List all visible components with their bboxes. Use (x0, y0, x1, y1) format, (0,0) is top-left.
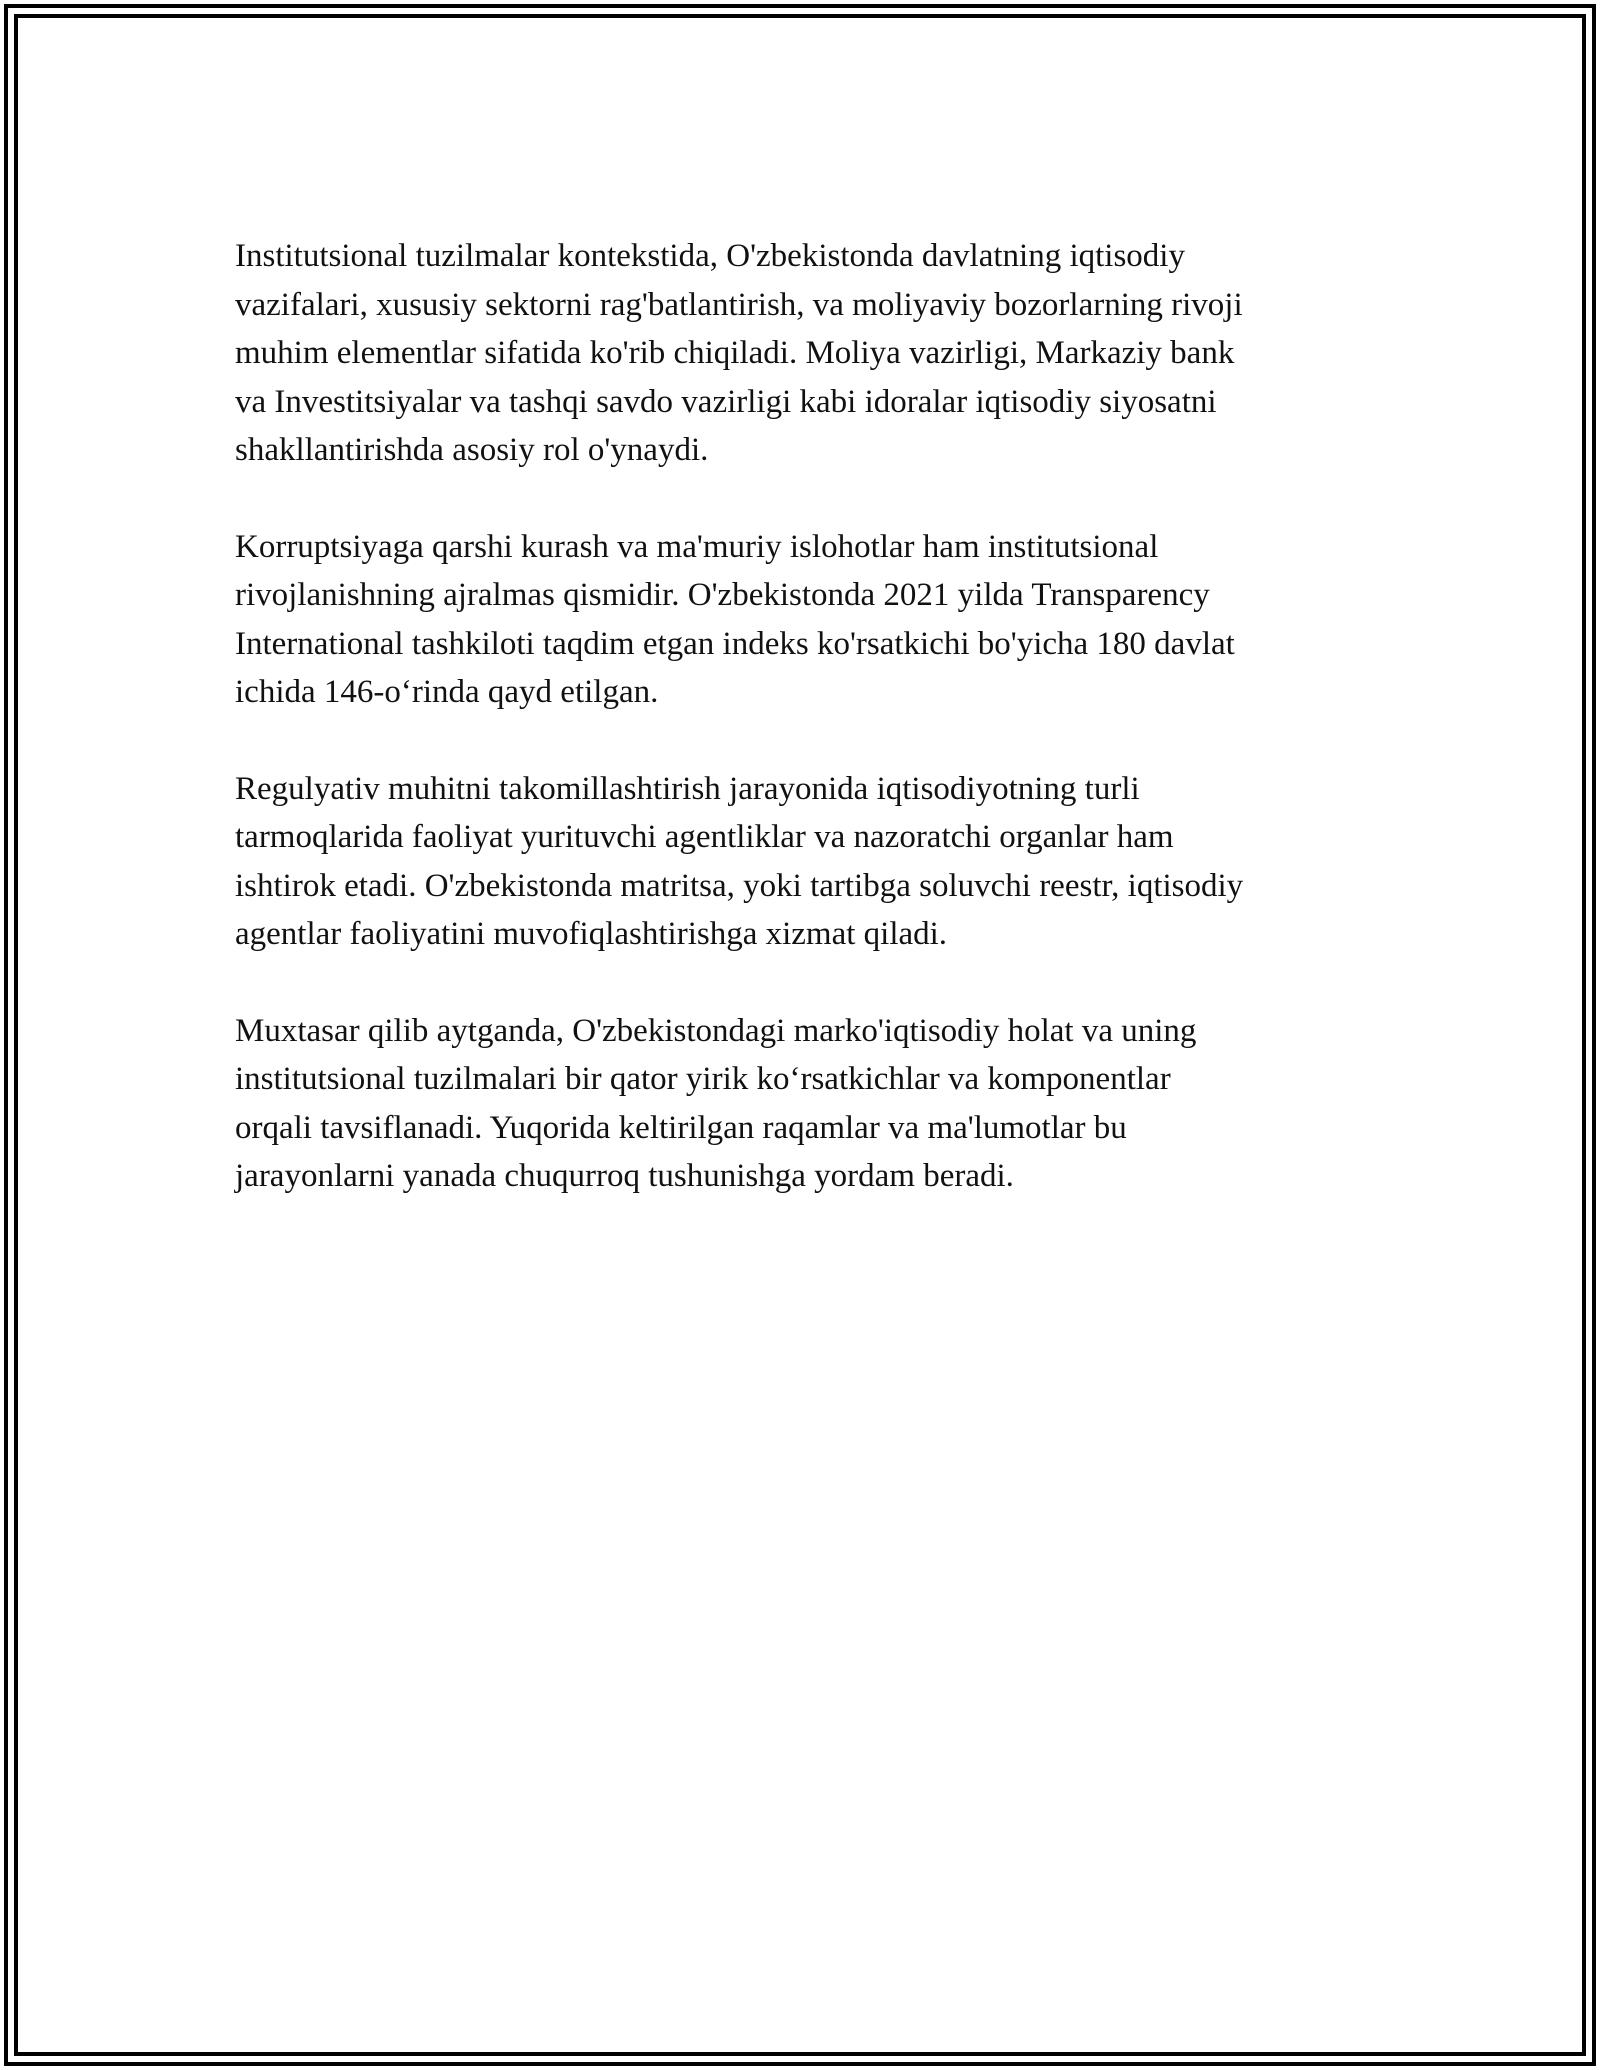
paragraph-anti-corruption: Korruptsiyaga qarshi kurash va ma'muriy islohotlar ham institutsional rivojlanishning ajralmas qismidir. O'zbekistonda 2021 yilda Transparency International tashkiloti taqdim etgan indeks ko'rsatkichi bo'yicha 180 davlat ichida 146-o‘rinda qayd etilgan. (235, 528, 1235, 710)
paragraph-institutional-structures: Institutsional tuzilmalar kontekstida, O'zbekistonda davlatning iqtisodiy vazifalari, xususiy sektorni rag'batlantirish, va moliyaviy bozorlarning rivoji muhim elementlar sifatida ko'rib chiqiladi. Moliya vazirligi, Markaziy bank va Investitsiyalar va tashqi savdo vazirligi kabi idoralar iqtisodiy siyosatni shakllantirishda asosiy rol o'ynaydi. (235, 238, 1243, 468)
paragraph-regulatory-environment: Regulyativ muhitni takomillashtirish jarayonida iqtisodiyotning turli tarmoqlarida faoliyat yurituvchi agentliklar va nazoratchi organlar ham ishtirok etadi. O'zbekistonda matritsa, yoki tartibga soluvchi reestr, iqtisodiy agentlar faoliyatini muvofiqlashtirishga xizmat qiladi. (235, 770, 1244, 952)
document-body (235, 232, 1365, 1249)
paragraph-summary: Muxtasar qilib aytganda, O'zbekistondagi marko'iqtisodiy holat va uning institutsional tuzilmalari bir qator yirik ko‘rsatkichlar va komponentlar orqali tavsiflanadi. Yuqorida keltirilgan raqamlar va ma'lumotlar bu jarayonlarni yanada chuqurroq tushunishga yordam beradi. (235, 1012, 1197, 1194)
